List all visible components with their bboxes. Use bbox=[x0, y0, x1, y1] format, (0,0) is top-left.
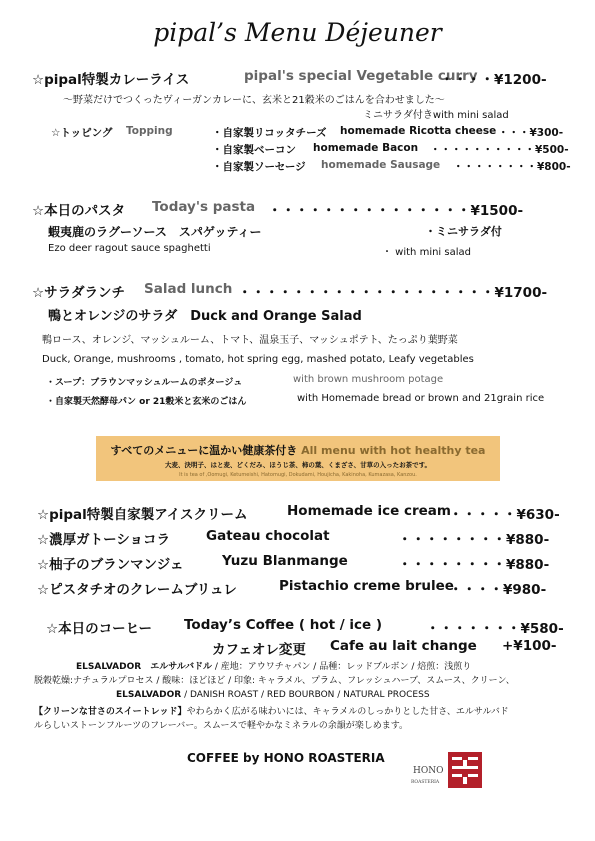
pasta-price: ・・・・・・・・・・・・・・・¥1500- bbox=[268, 203, 524, 219]
dessert-4-en: Pistachio creme brulee bbox=[279, 578, 454, 594]
dessert-4-ja: ☆ピスタチオのクレームブリュレ bbox=[37, 582, 237, 598]
dessert-3-ja: ☆柚子のブランマンジェ bbox=[37, 557, 184, 573]
hono-logo-icon bbox=[448, 752, 482, 788]
coffee-by: COFFEE by HONO ROASTERIA bbox=[187, 751, 385, 765]
coffee-note bbox=[34, 705, 509, 719]
cafe-au-lait-price: +¥100- bbox=[502, 638, 557, 654]
coffee-en: Today’s Coffee ( hot / ice ) bbox=[184, 617, 383, 633]
curry-label: ☆pipal特製カレーライス bbox=[32, 72, 190, 88]
tea-title-en: All menu with hot healthy tea bbox=[301, 444, 486, 457]
topping-3-en: homemade Sausage bbox=[321, 159, 441, 171]
salad-name: 鴨とオレンジのサラダ Duck and Orange Salad bbox=[48, 309, 362, 324]
curry-desc: 〜野菜だけでつくったヴィーガンカレーに、玄米と21穀米のごはんを合わせました〜 bbox=[63, 95, 445, 106]
topping-1-en: homemade Ricotta cheese bbox=[340, 125, 497, 137]
healthy-tea-banner bbox=[96, 436, 500, 481]
curry-en: pipal's special Vegetable curry bbox=[244, 68, 478, 84]
coffee-en-rest: / DANISH ROAST / RED BOURBON / NATURAL PROCESS bbox=[181, 690, 430, 700]
dessert-1-price: ・・・・・¥630- bbox=[449, 507, 560, 523]
pasta-name-en: Ezo deer ragout sauce spaghetti bbox=[48, 243, 211, 254]
salad-ingredients-ja: 鴨ロース、オレンジ、マッシュルーム、トマト、温泉玉子、マッシュポテト、たっぷり葉野菜 bbox=[42, 335, 458, 346]
dessert-3-price: ・・・・・・・・¥880- bbox=[398, 557, 550, 573]
topping-en: Topping bbox=[126, 125, 173, 137]
tea-ingredients-ja: 大麦、決明子、はと麦、どくだみ、ほうじ茶、柿の葉、くまざさ、甘草の入ったお茶です。 bbox=[164, 461, 432, 469]
curry-price: ・・・・¥1200- bbox=[440, 72, 547, 88]
topping-3-ja: ・自家製ソーセージ bbox=[212, 161, 306, 173]
coffee-price: ・・・・・・・¥580- bbox=[426, 621, 564, 637]
dessert-1-ja: ☆pipal特製自家製アイスクリーム bbox=[37, 507, 248, 523]
tea-ingredients-en: It is tea of ,Oomugi, Ketumeishi, Hatomugi, Dokudami, Houjicha, Kakinoha, Kumazasa, Kanzou. bbox=[179, 472, 417, 478]
pasta-name-ja: 蝦夷鹿のラグーソース スパゲッティー bbox=[48, 225, 262, 239]
coffee-en-detail bbox=[116, 688, 430, 702]
cafe-au-lait-ja: カフェオレ変更 bbox=[212, 642, 306, 658]
logo-sub: ROASTERIA bbox=[411, 780, 440, 785]
topping-1-price: ・・・¥300- bbox=[498, 127, 564, 139]
coffee-label: ☆本日のコーヒー bbox=[46, 621, 153, 637]
pasta-label: ☆本日のパスタ bbox=[32, 203, 126, 219]
coffee-origin bbox=[76, 660, 471, 674]
coffee-note-text: やわらかく広がる味わいには、キャラメルのしっかりとした甘さ、エルサルバド bbox=[186, 707, 509, 717]
topping-3-price: ・・・・・・・・¥800- bbox=[453, 161, 571, 173]
coffee-origin-name: ELSALVADOR エルサルバドル bbox=[76, 662, 212, 672]
topping-2-ja: ・自家製ベーコン bbox=[212, 144, 296, 156]
topping-2-en: homemade Bacon bbox=[313, 142, 419, 154]
salad-ingredients-en: Duck, Orange, mushrooms , tomato, hot spring egg, mashed potato, Leafy vegetables bbox=[42, 354, 474, 365]
topping-label: ☆トッピング bbox=[51, 127, 113, 139]
coffee-origin-detail: / 産地：アウワチャパン / 品種：レッドブルボン / 焙煎：浅煎り bbox=[211, 662, 472, 672]
pasta-en: Today's pasta bbox=[152, 199, 256, 215]
salad-price: ・・・・・・・・・・・・・・・・・・・¥1700- bbox=[238, 285, 548, 301]
curry-salad: ミニサラダ付きwith mini salad bbox=[363, 110, 509, 121]
coffee-note-title: 【クリーンな甘さのスイートレッド】 bbox=[34, 707, 187, 717]
cafe-au-lait-en: Cafe au lait change bbox=[330, 638, 477, 654]
coffee-en-name: ELSALVADOR bbox=[116, 690, 182, 700]
salad-bread-en: with Homemade bread or brown and 21grain rice bbox=[297, 393, 545, 404]
salad-soup-ja: ・スープ：ブラウンマッシュルームのポタージュ bbox=[46, 378, 243, 388]
menu-title: pipal’s Menu Déjeuner bbox=[153, 18, 442, 47]
salad-label: ☆サラダランチ bbox=[32, 285, 125, 301]
salad-en: Salad lunch bbox=[144, 281, 233, 297]
coffee-process: 脱穀乾燥:ナチュラルプロセス / 酸味：ほどほど / 印象: キャラメル、プラム、フレッシュハーブ、スムース、クリーン、 bbox=[34, 676, 515, 686]
dessert-2-en: Gateau chocolat bbox=[206, 528, 330, 544]
dessert-4-price: ・・・・¥980- bbox=[449, 582, 547, 598]
salad-bread-ja: ・自家製天然酵母パン or 21穀米と玄米のごはん bbox=[46, 397, 247, 407]
pasta-salad-en: ・ with mini salad bbox=[382, 247, 471, 258]
topping-1-ja: ・自家製リコッタチーズ bbox=[212, 127, 327, 139]
coffee-note-2: ルらしいストーンフルーツのフレーバー。スムースで軽やかなミネラルの余韻が楽しめます。 bbox=[34, 721, 409, 731]
dessert-3-en: Yuzu Blanmange bbox=[222, 553, 348, 569]
pasta-salad-ja: ・ミニサラダ付 bbox=[425, 225, 502, 238]
topping-2-price: ・・・・・・・・・・¥500- bbox=[430, 144, 569, 156]
dessert-2-price: ・・・・・・・・¥880- bbox=[398, 532, 550, 548]
dessert-2-ja: ☆濃厚ガトーショコラ bbox=[37, 532, 171, 548]
logo-name: HONO bbox=[413, 766, 444, 776]
salad-soup-en: with brown mushroom potage bbox=[293, 374, 444, 385]
tea-title-ja: すべてのメニューに温かい健康茶付き bbox=[110, 444, 298, 457]
tea-title bbox=[96, 442, 500, 458]
dessert-1-en: Homemade ice cream bbox=[287, 503, 451, 519]
